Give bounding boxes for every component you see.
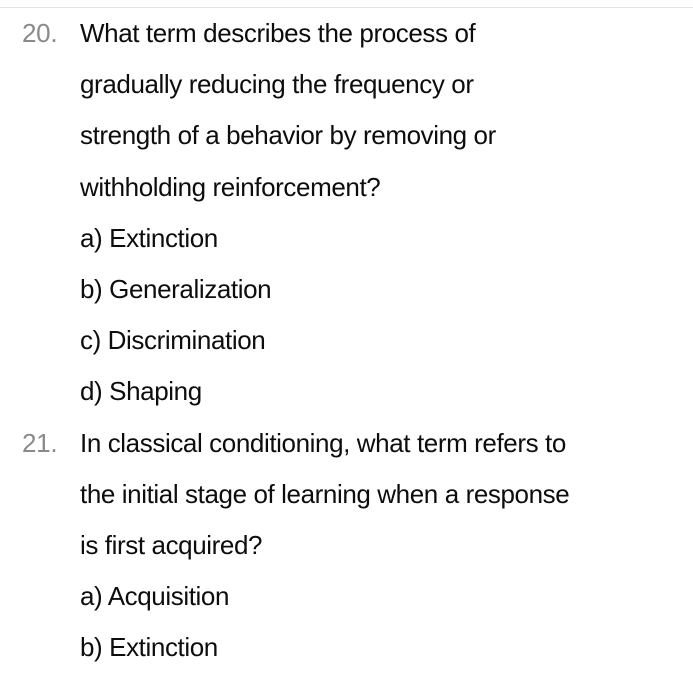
answer-option: d) Shaping (80, 376, 202, 407)
answer-option: a) Extinction (80, 222, 218, 253)
question-text-line: What term describes the process of (80, 18, 476, 48)
question-list (0, 8, 693, 674)
question-number: 21. (22, 427, 58, 458)
question-item (0, 8, 693, 418)
question-item (0, 418, 693, 674)
question-text-line: In classical conditioning, what term refers to (80, 427, 566, 458)
answer-option: a) Acquisition (80, 581, 230, 612)
answer-option: b) Extinction (80, 632, 218, 663)
answer-option: b) Generalization (80, 274, 272, 305)
answer-option: c) Discrimination (80, 325, 266, 356)
question-text-line: the initial stage of learning when a response (80, 478, 570, 509)
question-number: 20. (22, 18, 58, 48)
question-text-line: is first acquired? (80, 530, 263, 561)
question-text-line: gradually reducing the frequency or (80, 69, 474, 100)
question-text-line: withholding reinforcement? (80, 171, 381, 202)
question-text-line: strength of a behavior by removing or (80, 120, 496, 151)
